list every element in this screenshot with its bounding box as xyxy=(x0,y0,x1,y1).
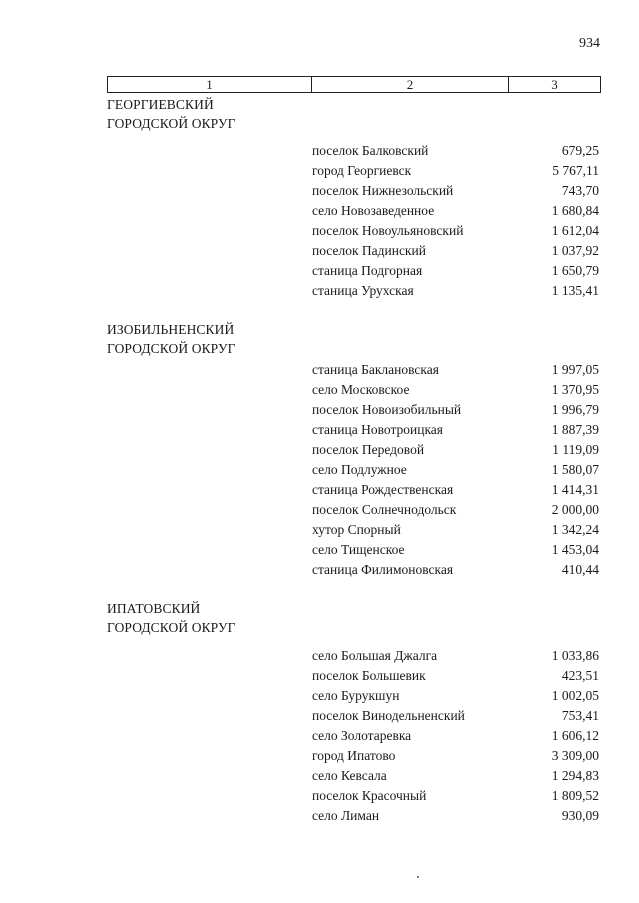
settlement-name: город Ипатово xyxy=(312,748,396,763)
section-georgievsky xyxy=(107,95,601,298)
table-row xyxy=(312,806,599,826)
table-row xyxy=(312,646,599,666)
settlement-name: хутор Спорный xyxy=(312,522,401,537)
settlement-value: 679,25 xyxy=(561,143,599,158)
settlement-value: 1 037,92 xyxy=(551,243,599,258)
table-row xyxy=(312,380,599,400)
settlement-name: станица Новотроицкая xyxy=(312,422,444,437)
column-header-2: 2 xyxy=(312,77,509,92)
settlement-value: 1 453,04 xyxy=(551,542,599,557)
region-title-line2: ГОРОДСКОЙ ОКРУГ xyxy=(107,620,236,635)
settlement-name: поселок Новоизобильный xyxy=(312,402,462,417)
table-row xyxy=(312,400,599,420)
settlement-name: село Тищенское xyxy=(312,542,405,557)
settlement-value: 1 370,95 xyxy=(551,382,599,397)
settlement-value: 423,51 xyxy=(561,668,599,683)
section-ipatovsky xyxy=(107,599,601,823)
settlement-value: 1 887,39 xyxy=(551,422,599,437)
settlement-name: село Бурукшун xyxy=(312,688,400,703)
scan-speck xyxy=(417,876,419,878)
settlement-value: 1 580,07 xyxy=(551,462,599,477)
settlement-name: село Большая Джалга xyxy=(312,648,438,663)
table-row xyxy=(312,221,599,241)
settlement-name: село Кевсала xyxy=(312,768,387,783)
table-row xyxy=(312,241,599,261)
settlement-name: поселок Солнечнодольск xyxy=(312,502,457,517)
settlement-name: поселок Новоульяновский xyxy=(312,223,464,238)
settlement-name: поселок Нижнезольский xyxy=(312,183,454,198)
settlement-value: 1 809,52 xyxy=(551,788,599,803)
table-row xyxy=(312,440,599,460)
column-header-3: 3 xyxy=(551,77,558,92)
settlement-value: 753,41 xyxy=(561,708,599,723)
region-title-line1: ИПАТОВСКИЙ xyxy=(107,601,201,616)
column-header-table xyxy=(107,76,601,93)
table-row xyxy=(312,726,599,746)
table-row xyxy=(312,500,599,520)
region-title-line2: ГОРОДСКОЙ ОКРУГ xyxy=(107,116,236,131)
table-row xyxy=(312,746,599,766)
table-row xyxy=(312,786,599,806)
table-row xyxy=(312,281,599,301)
table-row xyxy=(312,706,599,726)
settlement-value: 1 119,09 xyxy=(552,442,599,457)
settlement-name: станица Подгорная xyxy=(312,263,423,278)
settlement-value: 743,70 xyxy=(561,183,599,198)
settlement-name: станица Филимоновская xyxy=(312,562,454,577)
table-row xyxy=(312,766,599,786)
table-row xyxy=(312,520,599,540)
settlement-value: 5 767,11 xyxy=(552,163,599,178)
table-row xyxy=(312,161,599,181)
settlement-value: 1 002,05 xyxy=(551,688,599,703)
settlement-name: село Лиман xyxy=(312,808,380,823)
table-row xyxy=(312,666,599,686)
settlement-value: 1 342,24 xyxy=(551,522,599,537)
settlement-name: село Подлужное xyxy=(312,462,407,477)
settlement-name: село Московское xyxy=(312,382,410,397)
settlement-name: станица Рождественская xyxy=(312,482,454,497)
settlement-name: город Георгиевск xyxy=(312,163,412,178)
settlement-value: 1 135,41 xyxy=(551,283,599,298)
settlement-value: 1 033,86 xyxy=(551,648,599,663)
table-row xyxy=(312,420,599,440)
settlement-value: 2 000,00 xyxy=(551,502,599,517)
region-title-line1: ГЕОРГИЕВСКИЙ xyxy=(107,97,214,112)
table-row xyxy=(312,141,599,161)
section-izobilnensky xyxy=(107,320,601,577)
settlement-value: 1 294,83 xyxy=(551,768,599,783)
region-title-line1: ИЗОБИЛЬНЕНСКИЙ xyxy=(107,322,235,337)
settlement-name: село Новозаведенное xyxy=(312,203,435,218)
region-title-line2: ГОРОДСКОЙ ОКРУГ xyxy=(107,341,236,356)
settlement-value: 1 996,79 xyxy=(551,402,599,417)
table-row xyxy=(312,360,599,380)
table-row xyxy=(312,181,599,201)
table-row xyxy=(312,460,599,480)
settlement-value: 930,09 xyxy=(561,808,599,823)
settlement-name: поселок Балковский xyxy=(312,143,429,158)
settlement-name: поселок Большевик xyxy=(312,668,426,683)
settlement-value: 1 650,79 xyxy=(551,263,599,278)
settlement-name: станица Баклановская xyxy=(312,362,439,377)
settlement-value: 1 414,31 xyxy=(551,482,599,497)
table-row xyxy=(312,480,599,500)
settlement-name: поселок Красочный xyxy=(312,788,427,803)
settlement-value: 410,44 xyxy=(561,562,599,577)
settlement-name: село Золотаревка xyxy=(312,728,412,743)
settlement-name: поселок Падинский xyxy=(312,243,426,258)
settlement-name: станица Урухская xyxy=(312,283,414,298)
table-row xyxy=(312,201,599,221)
settlement-value: 1 997,05 xyxy=(551,362,599,377)
table-row xyxy=(312,686,599,706)
settlement-value: 1 612,04 xyxy=(551,223,599,238)
settlement-name: поселок Винодельненский xyxy=(312,708,465,723)
table-row xyxy=(312,560,599,580)
settlement-name: поселок Передовой xyxy=(312,442,425,457)
table-row xyxy=(312,540,599,560)
page-number: 934 xyxy=(579,36,600,51)
settlement-value: 1 680,84 xyxy=(551,203,599,218)
column-header-1: 1 xyxy=(108,77,312,92)
table-row xyxy=(312,261,599,281)
settlement-value: 3 309,00 xyxy=(551,748,599,763)
settlement-value: 1 606,12 xyxy=(551,728,599,743)
